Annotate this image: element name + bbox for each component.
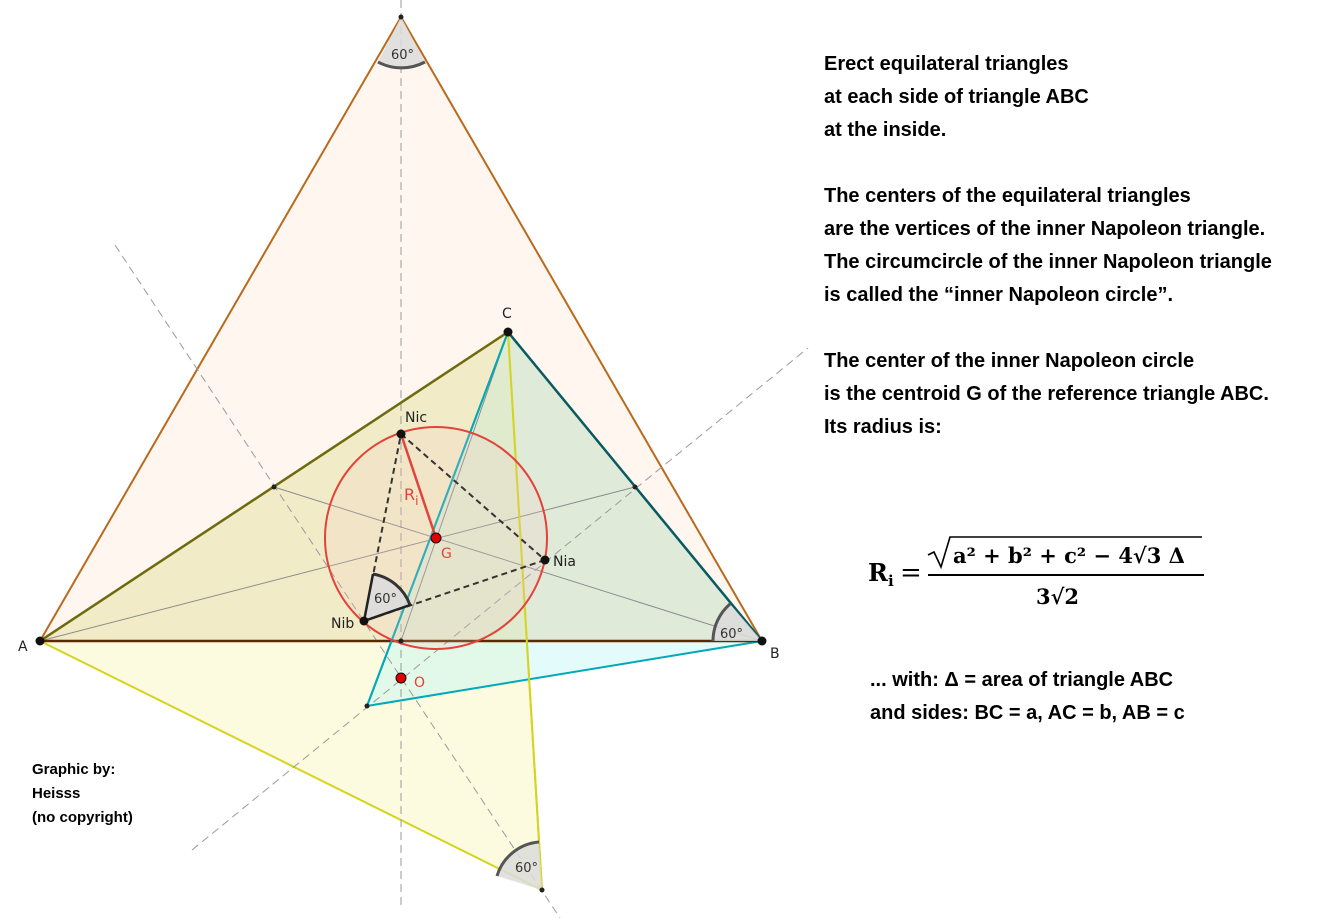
formula-numerator: [926, 534, 1204, 570]
formula-note: [870, 664, 1185, 730]
credit-block: [32, 758, 133, 830]
label-a: A: [18, 639, 28, 655]
description-line: The circumcircle of the inner Napoleon triangle: [824, 251, 1272, 273]
fraction-bar: [928, 574, 1204, 576]
note-line: ... with: Δ = area of triangle ABC: [870, 669, 1174, 691]
point-a-dot: [36, 637, 45, 646]
point-nic-dot: [397, 430, 406, 439]
description-line: The center of the inner Napoleon circle: [824, 350, 1195, 372]
description-paragraph-3: [824, 345, 1269, 444]
svg-text:a² + b² + c² − 4√3 Δ: a² + b² + c² − 4√3 Δ: [953, 543, 1185, 568]
angle-label-b: 60°: [720, 627, 744, 642]
point-nia-dot: [541, 556, 550, 565]
svg-text:3√2: 3√2: [1036, 584, 1080, 609]
description-line: are the vertices of the inner Napoleon triangle.: [824, 218, 1266, 240]
formula-equals: =: [900, 558, 922, 588]
description-line: is called the “inner Napoleon circle”.: [824, 284, 1173, 306]
label-c: C: [502, 306, 512, 322]
description-paragraph-2: [824, 180, 1272, 312]
label-o: O: [414, 675, 426, 691]
point-o-dot: [396, 673, 406, 683]
description-paragraph-1: [824, 48, 1089, 147]
description-line: The centers of the equilateral triangles: [824, 185, 1191, 207]
label-g: G: [441, 546, 452, 562]
label-radius: $R_i$: [404, 485, 419, 508]
point-nib-dot: [360, 617, 369, 626]
label-nic: Nic: [405, 410, 428, 426]
description-line: at the inside.: [824, 119, 947, 141]
point-b-dot: [758, 637, 767, 646]
credit-line: Heisss: [32, 785, 81, 802]
description-line: Its radius is:: [824, 416, 942, 438]
angle-label-nib: 60°: [374, 592, 398, 607]
credit-line: Graphic by:: [32, 761, 116, 778]
formula-lhs: $R_i$: [868, 558, 894, 590]
label-nib: Nib: [331, 616, 355, 632]
point-c-dot: [504, 328, 513, 337]
label-b: B: [770, 646, 780, 662]
formula-denominator: [926, 578, 1204, 612]
description-line: at each side of triangle ABC: [824, 86, 1089, 108]
angle-label-bottom: 60°: [515, 861, 539, 876]
note-line: and sides: BC = a, AC = b, AB = c: [870, 702, 1185, 724]
angle-label-top: 60°: [391, 48, 415, 63]
credit-line: (no copyright): [32, 809, 133, 826]
description-line: Erect equilateral triangles: [824, 53, 1069, 75]
description-line: is the centroid G of the reference triangle ABC.: [824, 383, 1269, 405]
label-nia: Nia: [553, 554, 576, 570]
point-g-dot: [431, 533, 441, 543]
